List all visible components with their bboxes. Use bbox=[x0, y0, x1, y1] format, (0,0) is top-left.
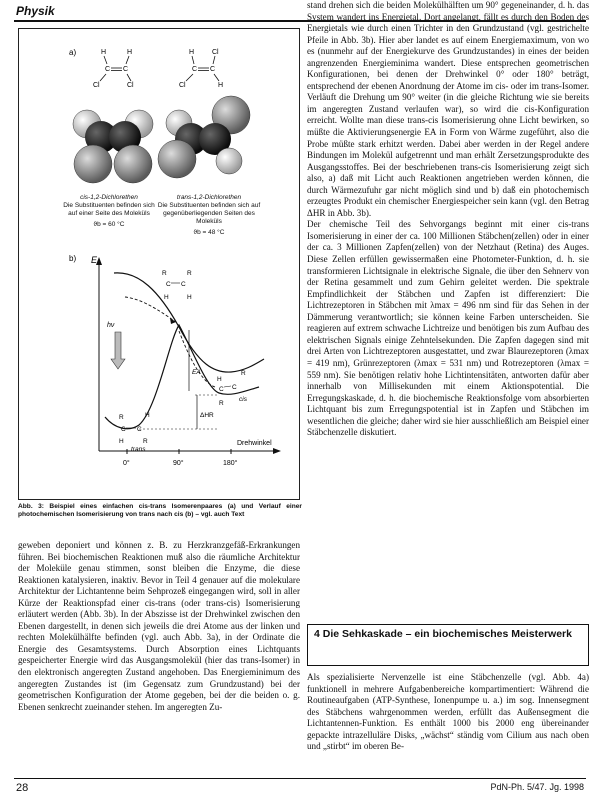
x-tick-0: 0° bbox=[123, 460, 130, 467]
svg-text:C: C bbox=[123, 66, 129, 73]
part-b-label: b) bbox=[69, 254, 77, 263]
cis-formula bbox=[93, 49, 134, 89]
ground-state-curve bbox=[105, 325, 259, 429]
y-axis-label: E bbox=[91, 255, 98, 265]
svg-text:H: H bbox=[217, 376, 222, 383]
svg-text:C: C bbox=[137, 426, 142, 433]
hv-label: hν bbox=[107, 322, 115, 329]
svg-text:C: C bbox=[181, 281, 186, 288]
trans-formula bbox=[179, 49, 223, 89]
svg-text:C: C bbox=[192, 66, 198, 73]
svg-text:H: H bbox=[189, 49, 195, 56]
svg-text:trans: trans bbox=[131, 446, 146, 453]
ea-label: EA bbox=[192, 369, 201, 376]
svg-text:R: R bbox=[219, 400, 224, 407]
svg-text:R: R bbox=[119, 414, 124, 421]
paragraph-vision-chemistry: Der chemische Teil des Sehvorgangs beginnt mit einer cis-trans Isomerisierung in einer der ca. 100 Millionen Stäbchen(zellen) oder in einer der ca. 3 Millionen Zapfen(zellen) von der Netzhaut (Retina) des Auges. Diese Zellen erfüllen gewissermaßen eine Photometer-Funktion, d. h. sie transformieren Lichtsignale in elektrische Signale, die über den Sehnerv von der Retina gesammelt und zum Gehirn geleitet werden. Die spektrale Empfindlichkeit der Stäbchen und Zapfen ist differenziert: Die Lichtrezeptoren in Stäbchen mit λmax = 496 nm sind für das Sehen in der Dämmerung verantwortlich; sie können keine Farben unterscheiden. Sie reagieren auf extrem schwache Lichtreize und benötigen bis zum Aufbau des elektrischen Signals einige Zehntelsekunden. Die Zapfen dagegen sind mit drei Arten von Lichtrezeptoren ausgestattet, und zwar Blaurezeptoren (λmax = 419 nm), Grünrezeptoren (λmax = 531 nm) und Rotrezeptoren (λmax = 559 nm). Sie benötigen relativ hohe Lichtintensitäten, antworten dafür aber innerhalb von Millisekunden mit einem Aktionspotential. Die Erregungskaskade, d. h. die biochemische Reaktionsfolge vom absorbierten Lichtquant bis zum Erregungspotential ist in Zapfen und Stäbchen im wesentlichen die gleiche; daher wird sie hier ausschließlich am Beispiel einer Stäbchenzelle diskutiert. bbox=[307, 219, 589, 438]
trans-label: trans-1,2-Dichlorethen Die Substituenten befinden sich auf gegenüberliegenden Seiten des Moleküls ϑb = 48 °C bbox=[157, 194, 261, 236]
svg-text:Cl: Cl bbox=[212, 49, 219, 56]
energy-diagram bbox=[91, 255, 281, 467]
svg-text:H: H bbox=[187, 294, 192, 301]
svg-text:H: H bbox=[164, 294, 169, 301]
svg-text:C: C bbox=[105, 66, 111, 73]
figure-caption: Abb. 3: Beispiel eines einfachen cis-trans Isomerenpaares (a) und Verlauf einer photochemischen Isomerisierung von trans nach cis (b) – vgl. auch Text bbox=[18, 503, 302, 518]
right-column-body bbox=[307, 0, 589, 620]
svg-text:H: H bbox=[101, 49, 107, 56]
trans-molecule-model bbox=[158, 96, 250, 178]
perpendicular-structure bbox=[162, 270, 192, 301]
right-column-bottom bbox=[307, 672, 589, 780]
part-a-label: a) bbox=[69, 48, 77, 57]
svg-text:Cl: Cl bbox=[93, 82, 100, 89]
x-tick-180: 180° bbox=[223, 460, 238, 467]
svg-text:C: C bbox=[219, 386, 224, 393]
svg-text:C: C bbox=[210, 66, 216, 73]
x-axis-label: Drehwinkel bbox=[237, 440, 272, 447]
svg-text:H: H bbox=[145, 412, 150, 419]
journal-reference: PdN-Ph. 5/47. Jg. 1998 bbox=[490, 782, 584, 792]
svg-text:C: C bbox=[121, 426, 126, 433]
svg-text:C: C bbox=[232, 384, 237, 391]
page-number: 28 bbox=[16, 782, 29, 794]
cis-molecule-model bbox=[73, 110, 153, 183]
svg-text:Cl: Cl bbox=[179, 82, 186, 89]
left-column-body bbox=[18, 540, 300, 784]
cis-label: cis-1,2-Dichlorethen Die Substituenten befinden sich auf einer Seite des Moleküls ϑb = 60 °C bbox=[63, 194, 155, 228]
svg-text:cis: cis bbox=[239, 396, 247, 403]
section-name: Physik bbox=[16, 4, 55, 18]
section-heading: 4 Die Sehkaskade – ein biochemisches Meisterwerk bbox=[307, 624, 589, 666]
svg-text:R: R bbox=[143, 438, 148, 445]
svg-text:H: H bbox=[119, 438, 124, 445]
footer-rule bbox=[14, 778, 586, 779]
trans-structure bbox=[119, 412, 150, 453]
figure-svg bbox=[19, 29, 301, 501]
svg-text:Cl: Cl bbox=[127, 82, 134, 89]
paragraph-rod-cell: Als spezialisierte Nervenzelle ist eine Stäbchenzelle (vgl. Abb. 4a) funktionell in mehrere Aufgabenbereiche kompartimentiert: Während die Routineaufgaben (ATP-Synthese, Ionenpumpe u. a.) im sog. Innensegment des Stäbchens wahrgenommen werden, erfüllt das Außensegment die Lichtantennen-Funktion. Es enthält 1000 bis 2000 eng übereinander gepackte intrazelluläre Disks, „wächst“ ständig vom Cilium aus nach oben und „stirbt“ im oberen Be- bbox=[307, 672, 589, 752]
paragraph-isomerization: stand drehen sich die beiden Molekülhälften um 90° gegeneinander, d. h. das System wandert ins Energietal. Dort angelangt, fällt es durch den Boden des Energietals wie durch einen Trichter in den Grundzustand (vgl. gestrichelte Pfeile in Abb. 3b). Hier aber landet es auf einem Energiemaximum, von wo es (nunmehr auf der Energiekurve des Grundzustandes) in eines der beiden angrenzenden Energieminima wandert. Diese entsprechen geometrischen Konfigurationen, bei denen der Drehwinkel 0° oder 180° beträgt, entsprechend der ebenen Anordnung der Atome im cis- oder im trans-Isomer. Verläuft die Drehung um 90° weiter (in die gleiche Richtung wie sie bereits im angeregten Zustand verlaufen war), so wird die cis-Konfiguration erreicht. Wollte man diese trans-cis Isomerisierung ohne Licht bewirken, so müßte die Aktivierungsenergie EA in Form von Wärme zugeführt, also die Probe müßte stark erhitzt werden. Dabei aber werden in der Regel andere Bindungen im Molekül aufgetrennt und man erhält Zersetzungsprodukte des Ausgangsstoffes. Bei der beschriebenen trans-cis Isomerisierung zeigt sich also, a) daß mit Licht auch Reaktionen angetrieben werden können, die durch Wärmezufuhr gar nicht möglich sind und b) daß ein photochemisch erzeugtes Produkt ein chemischer Energiespeicher sein kann (vgl. den Betrag ΔHR in Abb. 3b). bbox=[307, 0, 589, 218]
svg-text:R: R bbox=[241, 370, 246, 377]
dashed-path-ground bbox=[179, 331, 215, 387]
paragraph-reaction-path: geweben deponiert und können z. B. zu Herzkranzgefäß-Erkrankungen führen. Bei biochemischen Reaktionen muß also die räumliche Architektur der Moleküle genau stimmen, sonst bleiben die Enzyme, die diese Reaktionen katalysieren, inaktiv. Bevor in Teil 4 genauer auf die molekulare Architektur der Lichtantenne beim Sehprozeß eingegangen wird, soll in aller Kürze der Reaktionspfad einer cis-trans (oder trans-cis) Isomerisierung erläutert werden (Abb. 3b). In der Abszisse ist der Drehwinkel zwischen den Ebenen dargestellt, in denen sich jeweils die drei Atome aus der linken und rechten Molekülhälfte befinden (vgl. auch Abb. 3a), in der Ordinate die Energie des Gesamtsystems. Durch Absorption eines Lichtquants gespeicherter Energie wird das Ausgangsmolekül (hier das trans-Isomer) in den elektronisch angeregten Zustand angehoben. Das Energieminimum des angeregten Zustandes ist (im Gegensatz zum Grundzustand) bei der geometrischen Konfiguration der Atome gegeben, bei der die beiden o. g. Ebenen senkrecht zueinander stehen. Im angeregten Zu- bbox=[18, 540, 300, 712]
x-tick-90: 90° bbox=[173, 460, 184, 467]
svg-text:C: C bbox=[166, 281, 171, 288]
svg-text:H: H bbox=[218, 82, 224, 89]
svg-text:H: H bbox=[127, 49, 133, 56]
dh-label: ΔHR bbox=[200, 412, 214, 419]
svg-text:R: R bbox=[162, 270, 167, 277]
cis-structure bbox=[217, 370, 248, 407]
figure-3 bbox=[18, 28, 300, 500]
hv-arrow bbox=[111, 332, 125, 369]
svg-text:R: R bbox=[187, 270, 192, 277]
